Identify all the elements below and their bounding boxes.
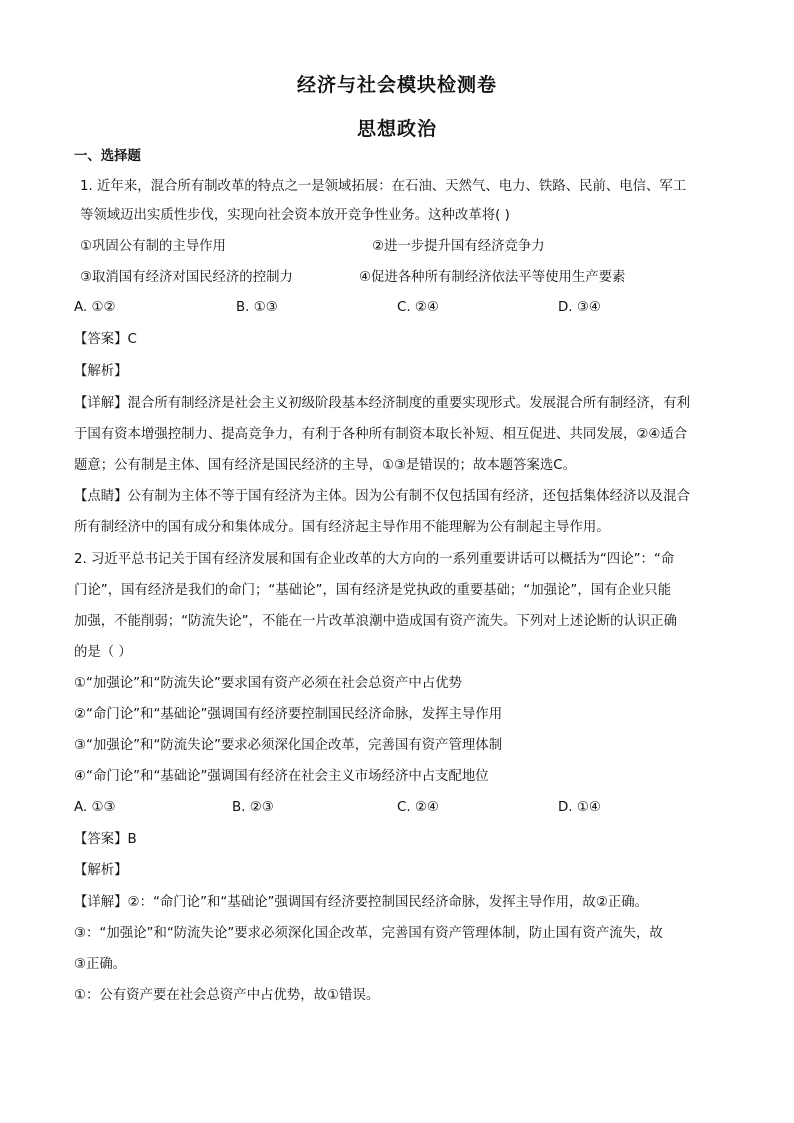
q1-choice-d: D. ③④	[558, 300, 601, 315]
q1-stem-line-2: 等领域迈出实质性步伐，实现向社会资本放开竞争性业务。这种改革将( )	[80, 208, 510, 223]
q1-option-3: ③取消国有经济对国民经济的控制力	[80, 270, 293, 285]
q2-choice-b: B. ②③	[232, 800, 274, 815]
document-title: 经济与社会模块检测卷	[296, 74, 497, 96]
q1-option-1: ①巩固公有制的主导作用	[80, 239, 226, 254]
q2-stem-line-1: 2. 习近平总书记关于国有经济发展和国有企业改革的大方向的一系列重要讲话可以概括为“四论”：“命	[74, 552, 675, 567]
q1-option-4: ④促进各种所有制经济依法平等使用生产要素	[359, 270, 626, 285]
q1-choice-c: C. ②④	[397, 300, 439, 315]
q1-option-2: ②进一步提升国有经济竞争力	[372, 239, 545, 254]
q1-detail-line-1: 【详解】混合所有制经济是社会主义初级阶段基本经济制度的重要实现形式。发展混合所有制经济，有利	[74, 396, 690, 411]
q1-choice-b: B. ①③	[236, 300, 278, 315]
section-heading: 一、选择题	[74, 149, 141, 164]
q2-stem-line-4: 的是（ ）	[74, 645, 132, 660]
q2-detail-line-2: ③：“加强论”和“防流失论”要求必须深化国企改革，完善国有资产管理体制，防止国有资产流失，故	[74, 926, 663, 941]
q2-choice-d: D. ①④	[558, 800, 601, 815]
q2-answer: 【答案】B	[74, 832, 137, 847]
document-subtitle: 思想政治	[356, 118, 437, 140]
q1-note-line-1: 【点睛】公有制为主体不等于国有经济为主体。因为公有制不仅包括国有经济，还包括集体经济以及混合	[74, 489, 690, 504]
q1-choice-a: A. ①②	[74, 300, 116, 315]
q2-option-1: ①“加强论”和“防流失论”要求国有资产必须在社会总资产中占优势	[74, 676, 462, 691]
q1-choices	[74, 300, 724, 318]
q1-answer: 【答案】C	[74, 332, 137, 347]
q2-choices	[74, 800, 724, 818]
q1-detail-line-2: 于国有资本增强控制力、提高竞争力，有利于各种所有制资本取长补短、相互促进、共同发展，②④适合	[74, 427, 688, 442]
q2-detail-line-4: ①：公有资产要在社会总资产中占优势，故①错误。	[74, 988, 380, 1003]
q2-choice-a: A. ①③	[74, 800, 116, 815]
q2-detail-line-1: 【详解】②：“命门论”和“基础论”强调国有经济要控制国民经济命脉，发挥主导作用，故②正确。	[74, 895, 648, 910]
q2-analysis-label: 【解析】	[74, 863, 128, 878]
q1-note-line-2: 所有制经济中的国有成分和集体成分。国有经济起主导作用不能理解为公有制起主导作用。	[74, 520, 610, 535]
q1-detail-line-3: 题意；公有制是主体、国有经济是国民经济的主导，①③是错误的；故本题答案选C。	[74, 458, 577, 473]
q1-analysis-label: 【解析】	[74, 364, 128, 379]
q2-detail-line-3: ③正确。	[74, 957, 127, 972]
q2-choice-c: C. ②④	[397, 800, 439, 815]
q2-option-2: ②“命门论”和“基础论”强调国有经济要控制国民经济命脉，发挥主导作用	[74, 707, 503, 722]
q2-stem-line-3: 加强，不能削弱；“防流失论”，不能在一片改革浪潮中造成国有资产流失。下列对上述论断的认识正确	[74, 614, 678, 629]
q2-option-4: ④“命门论”和“基础论”强调国有经济在社会主义市场经济中占支配地位	[74, 769, 489, 784]
q1-stem-line-1: 1. 近年来，混合所有制改革的特点之一是领域拓展：在石油、天然气、电力、铁路、民前、电信、军工	[80, 179, 687, 194]
q2-option-3: ③“加强论”和“防流失论”要求必须深化国企改革，完善国有资产管理体制	[74, 738, 503, 753]
q2-stem-line-2: 门论”，国有经济是我们的命门；“基础论”，国有经济是党执政的重要基础；“加强论”，国有企业只能	[74, 583, 672, 598]
